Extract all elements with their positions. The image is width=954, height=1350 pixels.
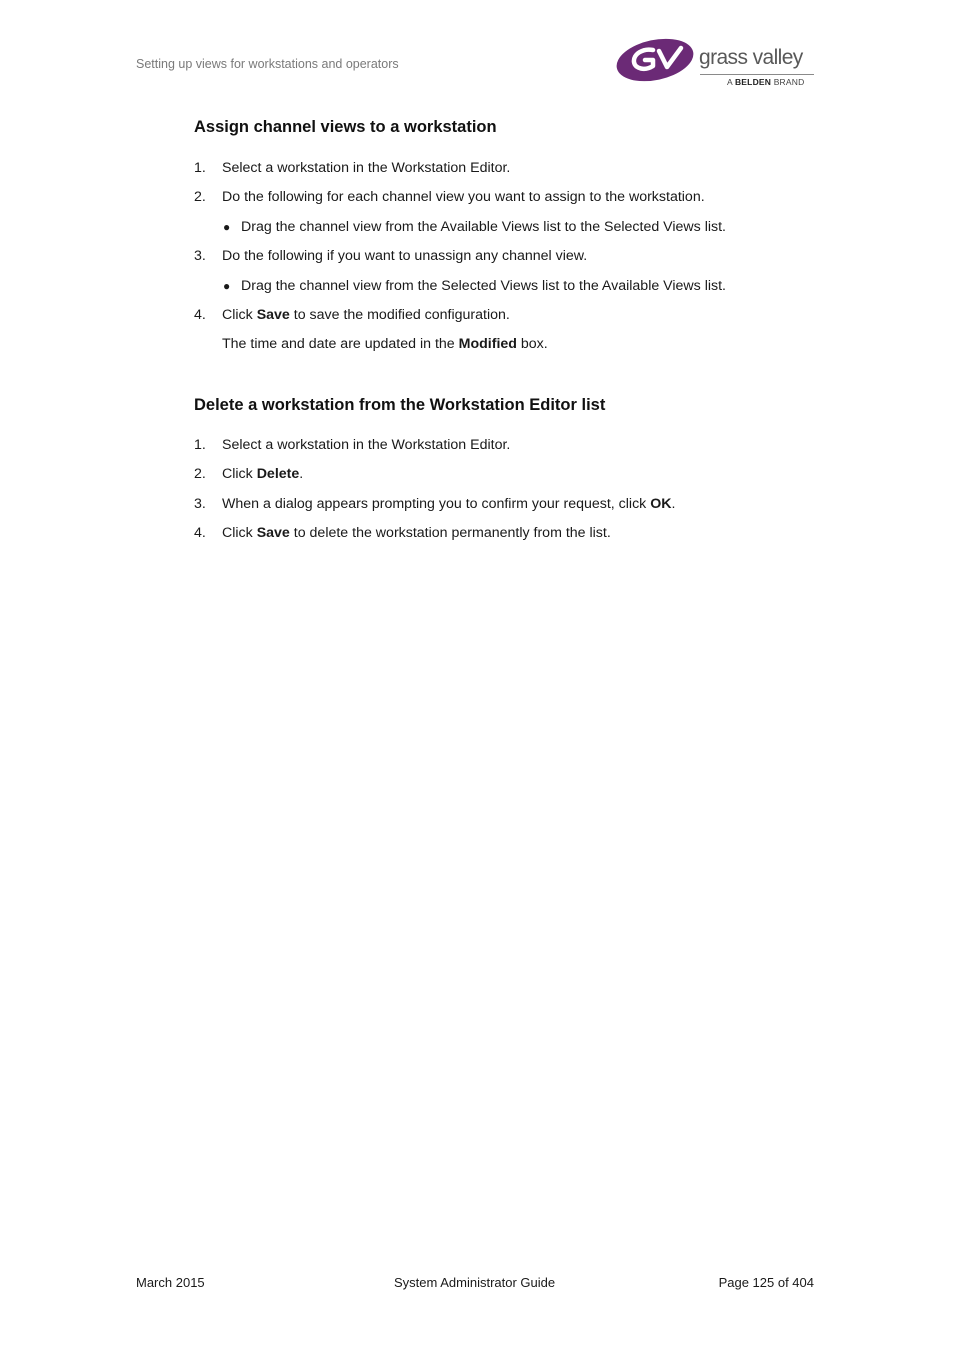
section-heading: Assign channel views to a workstation: [194, 118, 497, 136]
bullet-item: ● Drag the channel view from the Available Views list to the Selected Views list.: [223, 219, 726, 235]
logo-tagline: A BELDEN BRAND: [727, 77, 805, 87]
list-item: 2. Click Delete.: [194, 466, 304, 482]
section-delete-workstation: [194, 394, 834, 543]
list-item: 4. Click Save to delete the workstation permanently from the list.: [194, 525, 611, 541]
grass-valley-logo: [615, 36, 820, 92]
footer-page-number: Page 125 of 404: [718, 1275, 814, 1290]
footer-guide-title: System Administrator Guide: [394, 1275, 556, 1290]
logo-wordmark: grass valley: [699, 46, 803, 69]
gv-logo-icon: [615, 36, 699, 84]
list-item: 2. Do the following for each channel view you want to assign to the workstation.: [194, 189, 705, 205]
section-heading: Delete a workstation from the Workstation Editor list: [194, 396, 606, 414]
running-header-title: Setting up views for workstations and operators: [136, 57, 399, 71]
footer-date: March 2015: [136, 1275, 205, 1290]
list-item: 4. Click Save to save the modified configuration.: [194, 307, 510, 323]
logo-divider: [700, 74, 814, 75]
list-item: 3. When a dialog appears prompting you to confirm your request, click OK.: [194, 496, 676, 512]
bullet-icon: ●: [223, 220, 231, 234]
step-result-note: The time and date are updated in the Modified box.: [222, 336, 548, 352]
bullet-item: ● Drag the channel view from the Selected Views list to the Available Views list.: [223, 278, 726, 294]
steps-list: [194, 435, 834, 543]
list-item: 1. Select a workstation in the Workstation Editor.: [194, 437, 511, 453]
list-item: 1. Select a workstation in the Workstation Editor.: [194, 160, 511, 176]
section-assign-channel-views: [194, 116, 834, 354]
bullet-icon: ●: [223, 279, 231, 293]
steps-list: [194, 158, 834, 354]
list-item: 3. Do the following if you want to unassign any channel view.: [194, 248, 588, 264]
